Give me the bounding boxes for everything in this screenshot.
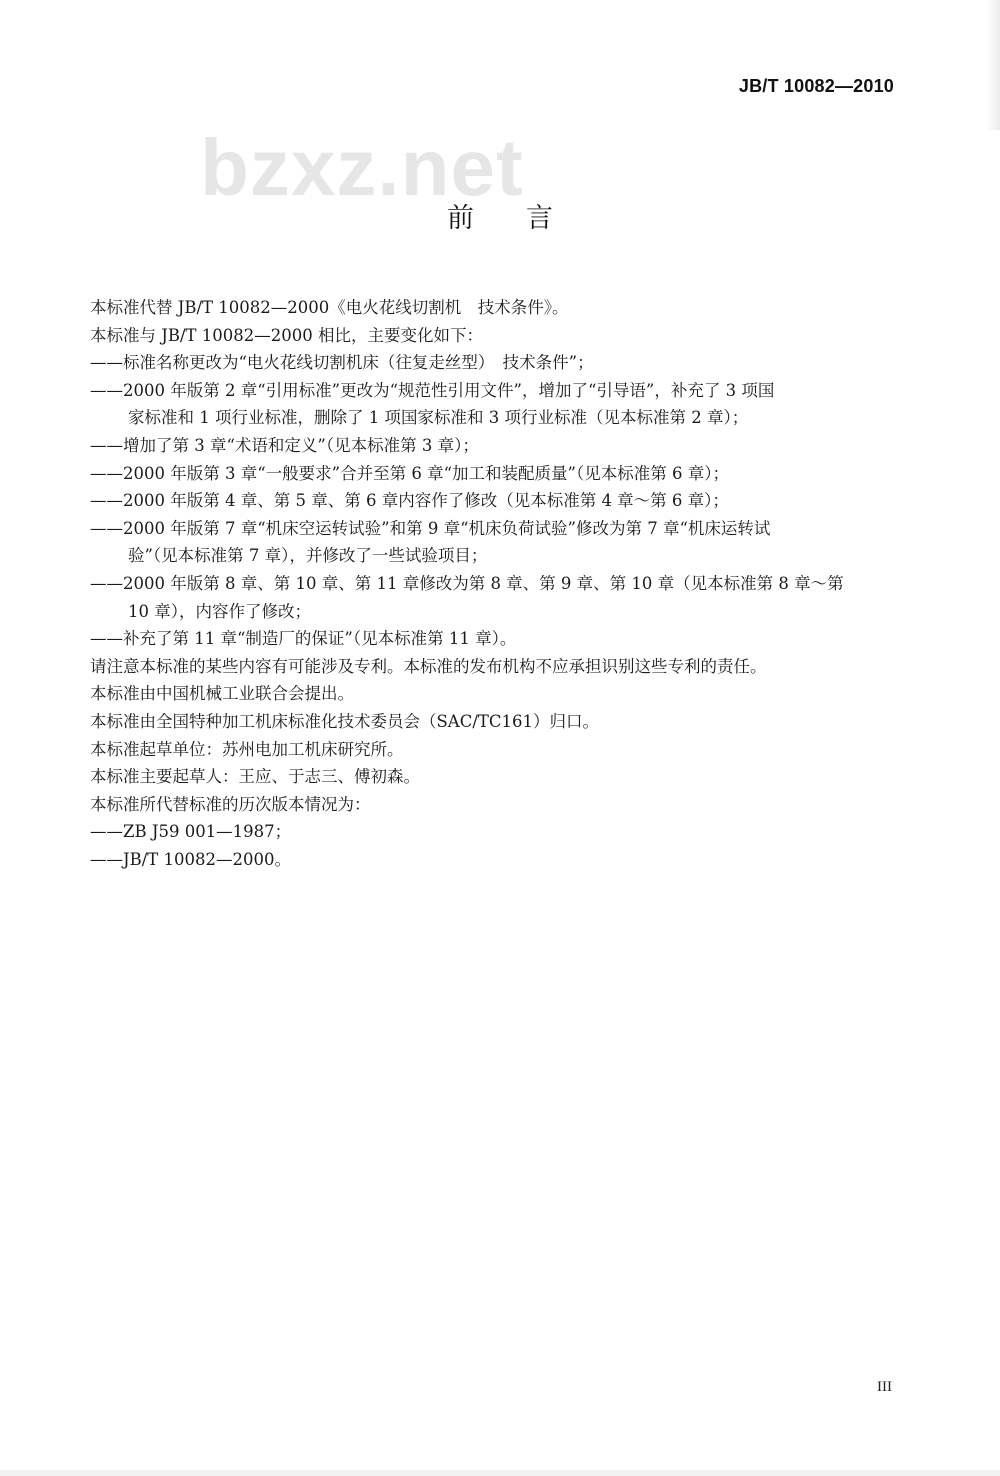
page-title: 前言 — [447, 203, 605, 234]
page-edge-shadow — [986, 0, 1000, 130]
change-item-line2: 验”（见本标准第 7 章），并修改了一些试验项目； — [128, 546, 488, 566]
foreword-body — [90, 294, 896, 873]
paragraph-proposed-by: 本标准由中国机械工业联合会提出。 — [90, 684, 354, 704]
change-item-line1: ——2000 年版第 2 章“引用标准”更改为“规范性引用文件”，增加了“引导语”，补充了 3 项国 — [90, 380, 775, 400]
paragraph-history-intro: 本标准所代替标准的历次版本情况为： — [90, 794, 371, 814]
change-item — [90, 515, 896, 570]
page-bottom-edge — [0, 1470, 1000, 1476]
page-number: III — [877, 1379, 892, 1395]
history-item: ——JB/T 10082—2000。 — [90, 849, 292, 869]
change-item-line1: ——2000 年版第 7 章“机床空运转试验”和第 9 章“机床负荷试验”修改为第 7 章“机床运转试 — [90, 518, 771, 538]
change-item-line1: ——2000 年版第 8 章、第 10 章、第 11 章修改为第 8 章、第 9 章、第 10 章（见本标准第 8 章～第 — [90, 573, 844, 593]
watermark: bzxz.net — [200, 123, 524, 212]
change-item — [90, 432, 896, 460]
paragraph-replaces: 本标准代替 JB/T 10082—2000《电火花线切割机 技术条件》。 — [90, 298, 569, 317]
paragraph-changes-intro: 本标准与 JB/T 10082—2000 相比，主要变化如下： — [90, 325, 484, 345]
change-item-line1: ——标准名称更改为“电火花线切割机床（往复走丝型） 技术条件”； — [90, 353, 594, 373]
change-item-line2: 家标准和 1 项行业标准，删除了 1 项国家标准和 3 项行业标准（见本标准第 2 章）； — [128, 408, 749, 428]
changes-list — [90, 349, 896, 653]
change-item — [90, 460, 896, 488]
change-item — [90, 487, 896, 515]
paragraph-patent-note: 请注意本标准的某些内容有可能涉及专利。本标准的发布机构不应承担识别这些专利的责任。 — [90, 656, 767, 676]
history-list — [90, 818, 896, 873]
change-item-line1: ——2000 年版第 3 章“一般要求”合并至第 6 章“加工和装配质量”（见本标准第 6 章）； — [90, 463, 729, 483]
document-code: JB/T 10082—2010 — [738, 76, 894, 96]
change-item — [90, 625, 896, 653]
paragraph-drafters: 本标准主要起草人：王应、于志三、傅初森。 — [90, 767, 420, 787]
change-item-line1: ——2000 年版第 4 章、第 5 章、第 6 章内容作了修改（见本标准第 4 章～第 6 章）； — [90, 491, 729, 511]
history-item: ——ZB J59 001—1987； — [90, 822, 292, 842]
change-item — [90, 570, 896, 625]
change-item — [90, 377, 896, 432]
change-item — [90, 349, 896, 377]
paragraph-administered-by: 本标准由全国特种加工机床标准化技术委员会（SAC/TC161）归口。 — [90, 711, 600, 731]
change-item-line2: 10 章），内容作了修改； — [128, 601, 311, 621]
change-item-line1: ——补充了第 11 章“制造厂的保证”（见本标准第 11 章）。 — [90, 629, 517, 649]
change-item-line1: ——增加了第 3 章“术语和定义”（见本标准第 3 章）； — [90, 435, 479, 455]
paragraph-drafting-unit: 本标准起草单位：苏州电加工机床研究所。 — [90, 739, 404, 759]
